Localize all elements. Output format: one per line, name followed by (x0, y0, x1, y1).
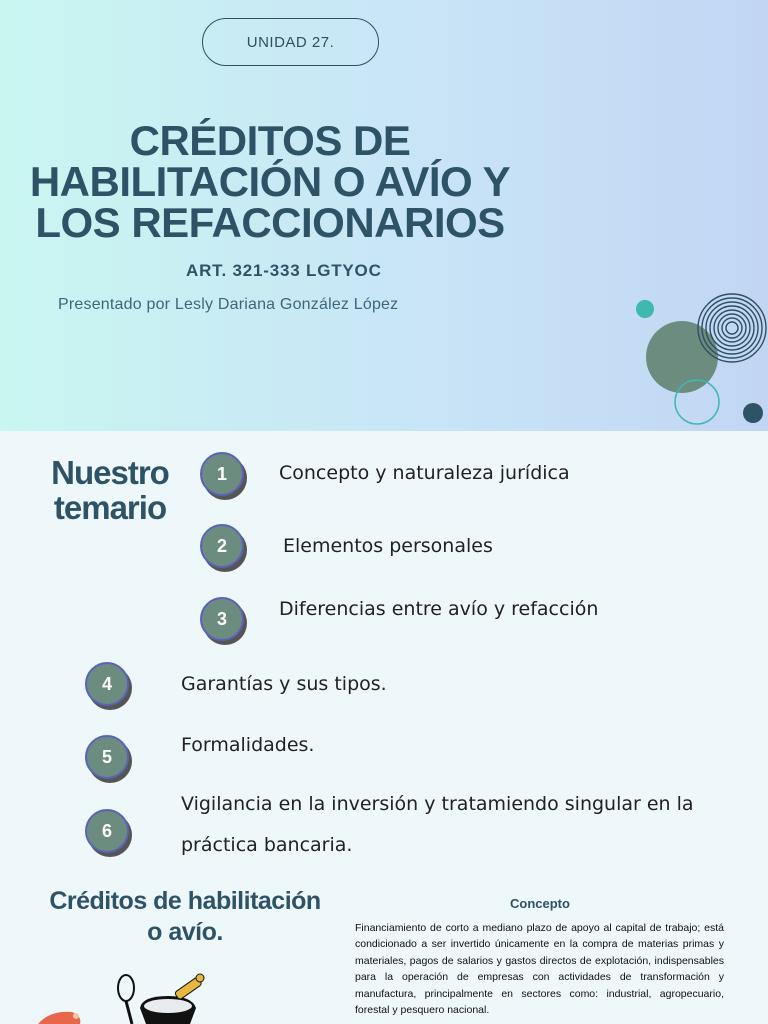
toc-item-6-line: Vigilancia en la inversión y tratamiendo singular en la (181, 793, 694, 815)
section-title (40, 886, 330, 948)
item-number-badge: 6 (85, 809, 129, 853)
concept-heading: Concepto (510, 896, 570, 911)
concept-paragraph: Financiamiento de corto a mediano plazo de apoyo al capital de trabajo; está condicionado a ser invertido únicamente en la compra de materias primas y materiales, pagos de salarios y gastos directos de explotación, indispensables para la operación de empresas con actividades de transformación y manufactura, principalmente en sectores como: industrial, agropecuario, forestal y pesquero nacional. (355, 922, 724, 1017)
section-title-line: o avío. (147, 918, 223, 946)
toc-item-3: Diferencias entre avío y refacción (279, 598, 599, 620)
item-number-badge: 5 (85, 735, 129, 779)
item-number-badge: 4 (85, 662, 129, 706)
section-title-line: Créditos de habilitación (49, 887, 321, 915)
page-title (0, 117, 540, 246)
baking-illustration (30, 966, 220, 1024)
decorative-circles-graphic (620, 280, 768, 431)
toc-item-5: Formalidades. (181, 734, 315, 756)
toc-heading-line: Nuestro (51, 454, 169, 491)
hero-banner (0, 0, 768, 431)
toc-item-6 (181, 784, 694, 866)
title-line: LOS REFACCIONARIOS (35, 199, 505, 246)
item-number-badge: 3 (200, 597, 244, 641)
toc-item-6-line: práctica bancaria. (181, 834, 353, 856)
toc-item-4: Garantías y sus tipos. (181, 673, 387, 695)
article-reference: ART. 321-333 LGTYOC (186, 261, 382, 280)
toc-item-1: Concepto y naturaleza jurídica (279, 462, 570, 484)
toc-item-2: Elementos personales (283, 535, 493, 557)
title-line: HABILITACIÓN O AVÍO Y (29, 158, 511, 205)
toc-heading-line: temario (53, 489, 167, 526)
item-number-badge: 1 (200, 452, 244, 496)
item-number-badge: 2 (200, 524, 244, 568)
title-line: CRÉDITOS DE (129, 117, 411, 164)
presenter-line: Presentado por Lesly Dariana González López (58, 296, 399, 313)
toc-heading (40, 455, 180, 525)
unit-label: UNIDAD 27. (202, 18, 379, 66)
